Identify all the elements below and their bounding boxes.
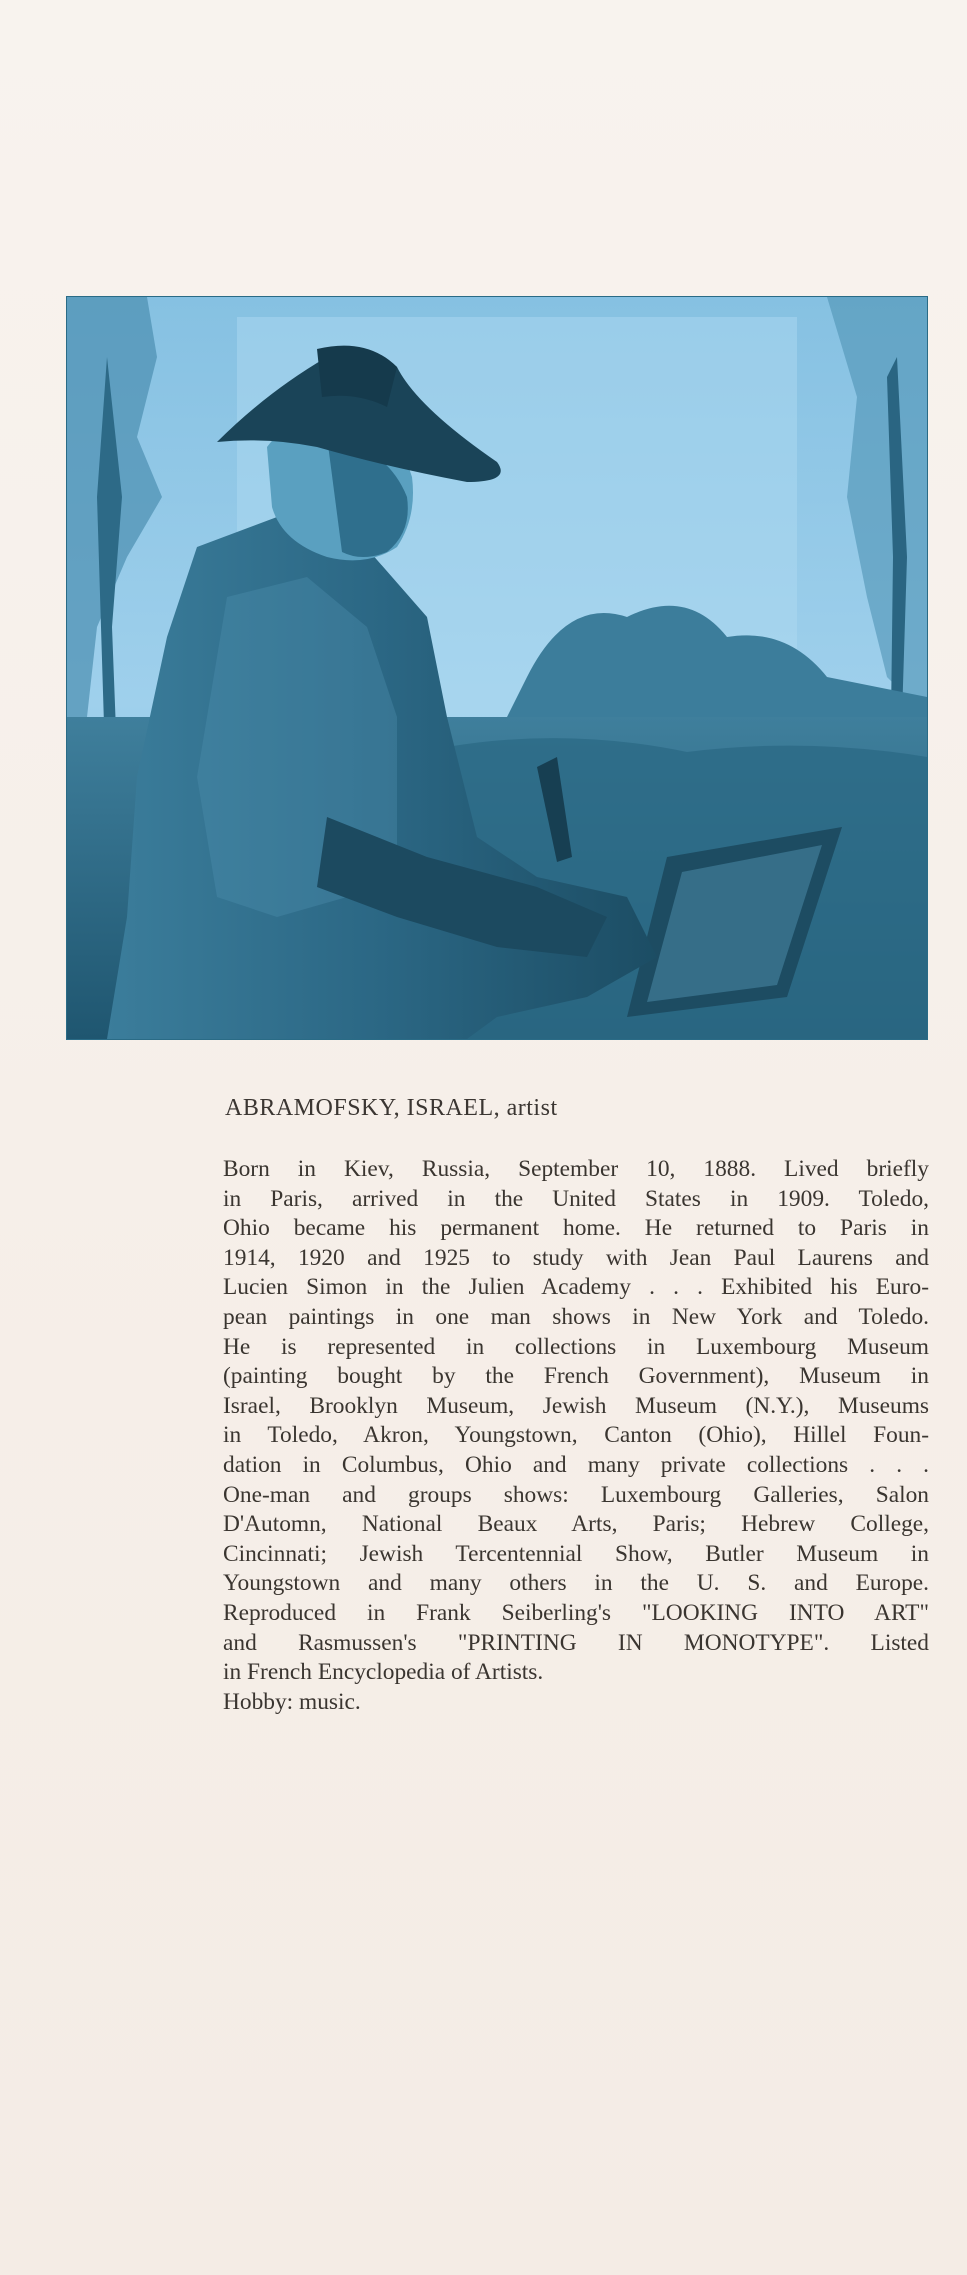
bio-line: D'Automn, National Beaux Arts, Paris; Hebrew College, [223,1511,929,1538]
bio-line: Ohio became his permanent home. He returned to Paris in [223,1215,929,1242]
bio-line: Israel, Brooklyn Museum, Jewish Museum (N.Y.), Museums [223,1392,929,1419]
bio-line: One-man and groups shows: Luxembourg Galleries, Salon [223,1481,929,1508]
bio-line: in Paris, arrived in the United States in 1909. Toledo, [223,1185,929,1212]
bio-line: Born in Kiev, Russia, September 10, 1888. Lived briefly [223,1156,929,1182]
bio-line: Reproduced in Frank Seiberling's "LOOKING INTO ART" [223,1599,929,1626]
bio-line: Lucien Simon in the Julien Academy . . . Exhibited his Euro- [223,1274,929,1301]
bio-line: 1914, 1920 and 1925 to study with Jean Paul Laurens and [223,1244,929,1271]
artist-photo [67,297,927,1039]
bio-line: He is represented in collections in Luxembourg Museum [223,1333,929,1360]
bio-line: pean paintings in one man shows in New York and Toledo. [223,1303,929,1330]
bio-line: Hobby: music. [223,1688,361,1715]
artist-heading: ABRAMOFSKY, ISRAEL, artist [225,1095,558,1121]
bio-line: Youngstown and many others in the U. S. and Europe. [223,1570,929,1597]
bio-line: dation in Columbus, Ohio and many private collections . . . [223,1451,929,1478]
biography-paragraph [223,1155,929,1717]
bio-line: in French Encyclopedia of Artists. [223,1659,544,1686]
bio-line: Cincinnati; Jewish Tercentennial Show, Butler Museum in [223,1540,929,1567]
bio-line: (painting bought by the French Government), Museum in [223,1363,929,1390]
bio-line: and Rasmussen's "PRINTING IN MONOTYPE". Listed [223,1629,929,1656]
artist-photo-image [67,297,927,1039]
bio-line: in Toledo, Akron, Youngstown, Canton (Ohio), Hillel Foun- [223,1422,929,1449]
